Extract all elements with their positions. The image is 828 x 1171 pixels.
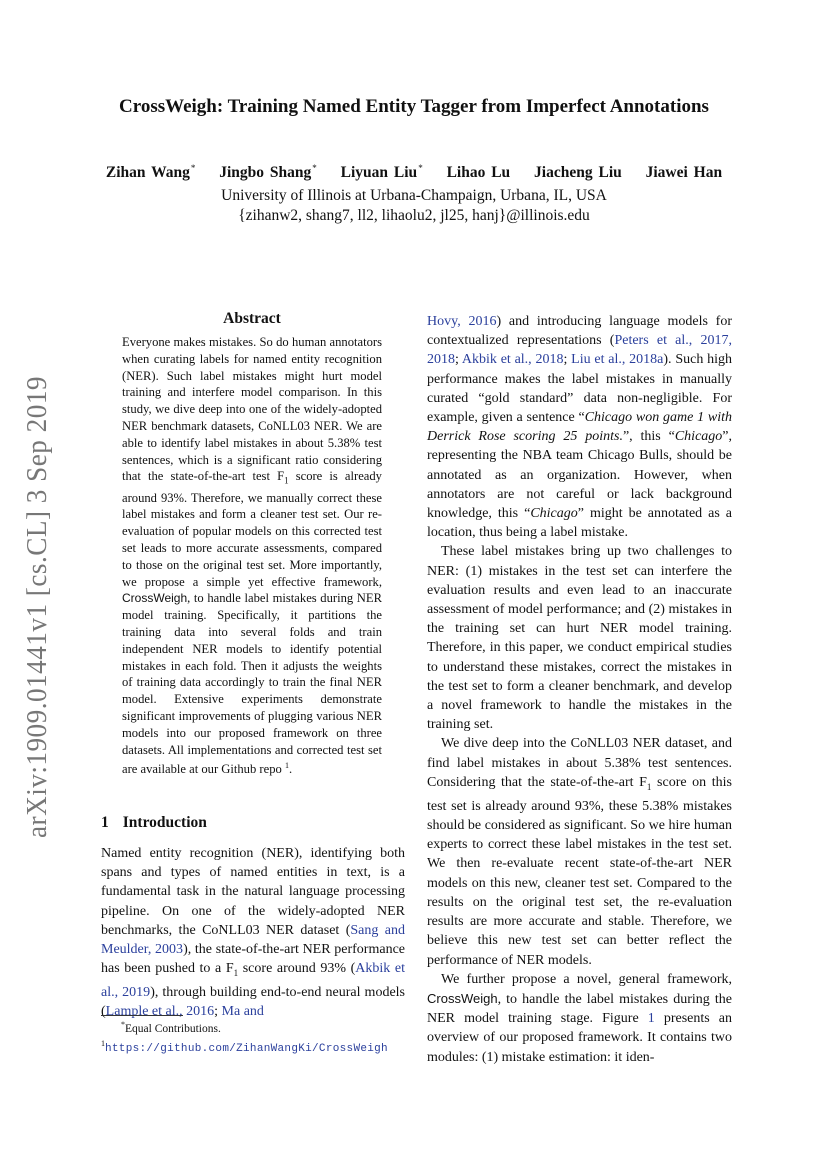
framework-name: CrossWeigh: [427, 990, 498, 1006]
paper-title: CrossWeigh: Training Named Entity Tagger from Imperfect Annotations: [119, 96, 709, 117]
arxiv-stamp-text: arXiv:1909.01441v1 [cs.CL] 3 Sep 2019: [22, 372, 53, 838]
footnote-ref[interactable]: 1: [284, 761, 289, 771]
footnote-rule: [101, 1015, 183, 1016]
paragraph: These label mistakes bring up two challenges to NER: (1) mistakes in the test set can interfere the evaluation results and even lead to an inaccurate assessment of model performance; and (2) mistakes in the training set can hurt NER model training. Therefore, in this paper, we conduct empirical studies to understand these mistakes, correct the mistakes in the test set to form a cleaner benchmark, and develop a novel framework to handle the mistakes in the training set.: [427, 544, 732, 733]
paragraph: Hovy, 2016) and introducing language models for contextualized representations (Peters et al., 2017, 2018; Akbik et al., 2018; Liu et al., 2018a). Such high performance makes the label mistakes in manually curated “gold standard” data non-negligible. For example, given a sentence “Chicago won game 1 with Derrick Rose scoring 25 points.”, this “Chicago”, representing the NBA team Chicago Bulls, should be annotated as an organization. However, when annotators are not careful or lack background knowledge, this “Chicago” might be annotated as a location, thus being a label mistake.: [427, 314, 733, 541]
citation-link[interactable]: Akbik et al., 2019: [101, 961, 405, 1001]
section-heading-introduction: 1 Introduction: [101, 814, 207, 831]
author: Jiacheng Liu: [534, 164, 622, 182]
citation-link[interactable]: Liu et al., 2018a: [571, 352, 664, 368]
author-emails: {zihanw2, shang7, ll2, lihaolu2, jl25, hanj}@illinois.edu: [238, 207, 590, 224]
citation-link[interactable]: Sang and Meulder, 2003: [101, 922, 405, 958]
figure-ref-link[interactable]: 1: [647, 1011, 655, 1027]
author: Zihan Wang*: [105, 163, 196, 182]
right-column: [427, 312, 732, 1067]
citation-link[interactable]: Ma and: [221, 1004, 264, 1020]
framework-name: CrossWeigh: [122, 591, 188, 606]
abstract-heading: Abstract: [223, 310, 281, 327]
author-list: [0, 163, 828, 182]
footnote-repo: $^1$https://github.com/ZihanWangKi/CrossWeigh: [101, 1039, 388, 1055]
paragraph: We further propose a novel, general framework, CrossWeigh, to handle the label mistakes during the NER model training stage. Figure 1 presents an overview of our proposed framework. It contains two modules: (1) mistake estimation: it iden-: [427, 971, 732, 1065]
repo-link[interactable]: https://github.com/ZihanWangKi/CrossWeigh: [105, 1042, 388, 1055]
affiliation: University of Illinois at Urbana-Champaign, Urbana, IL, USA: [221, 187, 607, 204]
introduction-body: Named entity recognition (NER), identifying both spans and types of named entities in text, is a fundamental task in the natural language processing pipeline. On one of the widely-adopted NER benchmarks, the CoNLL03 NER dataset (Sang and Meulder, 2003), the state-of-the-art NER performance has been pushed to a $F_1$ score around 93% (Akbik et al., 2019), through building end-to-end neural models (Lample et al., 2016; Ma and: [101, 846, 405, 1020]
footnote-equal: *Equal Contributions.: [121, 1020, 221, 1035]
citation-link[interactable]: Akbik et al., 2018: [461, 352, 564, 368]
citation-link[interactable]: Lample et al., 2016: [105, 1004, 215, 1020]
author: Lihao Lu: [446, 164, 511, 182]
abstract-body: Everyone makes mistakes. So do human annotators when curating labels for named entity recognition (NER). Such label mistakes might hurt model training and interfere model comparison. In this study, we dive deep into one of the widely-adopted NER benchmark datasets, CoNLL03 NER. We are able to identify label mistakes in about 5.38% test sentences, which is a significant ratio considering that the state-of-the-art test $F_1$ score is already around 93%. Therefore, we manually correct these label mistakes and form a cleaner test set. Our re-evaluation of popular models on this corrected test set leads to more accurate assessments, compared to those on the original test set. More importantly, we propose a simple yet effective framework, CrossWeigh, to handle label mistakes during NER model training. Specifically, it partitions the training data into several folds and train independent NER models to identify potential mistakes in each fold. Then it adjusts the weights of training data accordingly to train the final NER model. Extensive experiments demonstrate significant improvements of plugging various NER models into our proposed framework on three datasets. All implementations and corrected test set are available at our Github repo $^1$.: [122, 335, 382, 777]
author: Liyuan Liu*: [340, 163, 423, 182]
author: Jingbo Shang*: [219, 163, 317, 182]
citation-link[interactable]: Peters et al., 2017, 2018: [427, 333, 732, 368]
author: Jiawei Han: [645, 164, 723, 182]
arxiv-stamp: [6, 372, 62, 842]
paragraph: We dive deep into the CoNLL03 NER dataset, and find label mistakes in about 5.38% test sentences. Considering that the state-of-the-art $F_1$ score on this test set is already around 93%, these 5.38% mistakes should be considered as significant. So we hire human experts to correct these label mistakes in the test set. We then re-evaluate recent state-of-the-art NER models on this new, cleaner test set. Compared to the results on the original test set, the re-evaluation results are more accurate and stable. Therefore, we believe this new test set can better reflect the performance of NER models.: [427, 736, 733, 968]
citation-link[interactable]: Hovy, 2016: [427, 314, 497, 329]
